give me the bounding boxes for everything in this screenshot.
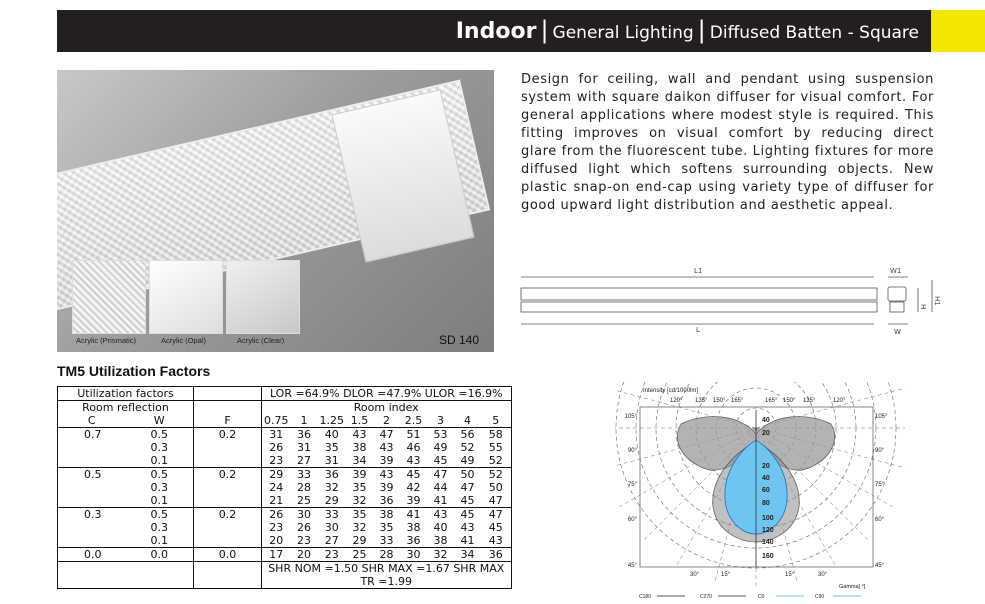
utilization-label: Utilization factors: [58, 387, 194, 401]
uf-value: 38: [352, 441, 367, 454]
uf-value: 53: [433, 428, 448, 441]
title-divider: |: [540, 16, 549, 44]
uf-value: 55: [488, 441, 503, 454]
uf-value: 35: [379, 521, 394, 534]
uf-value: 47: [460, 481, 475, 494]
uf-value: 30: [324, 521, 339, 534]
l-label: L: [696, 326, 700, 334]
uf-value: 25: [291, 494, 318, 508]
uf-value: 45: [460, 508, 475, 521]
uf-value: 41: [427, 494, 454, 508]
table-row: [58, 481, 512, 494]
room-index-value: 0.75: [262, 414, 291, 428]
batten-side-bottom: [521, 302, 877, 312]
uf-value: 26: [297, 521, 311, 534]
floor-reflectance: 0.2: [194, 428, 262, 442]
uf-value: 23: [318, 548, 347, 562]
uf-value: 36: [373, 494, 400, 508]
empty-cell: [194, 401, 262, 415]
uf-value: 49: [454, 454, 481, 468]
product-description: Design for ceiling, wall and pendant using suspension system with square daikon diffuser for visual comfort. For general applications where modest style is required. This fitting improves on visual comfort by reducing direct glare from the fluorescent tube. Lighting fixtures for more diffused light which softens surrounding objects. New plastic snap-on end-cap using variety type of diffuser for good upward light distribution and aesthetic appeal.: [521, 72, 934, 213]
room-index-value: 4: [454, 414, 481, 428]
room-index-label: Room index: [262, 401, 512, 415]
uf-value: 33: [373, 534, 400, 548]
angle-label: 120°: [833, 398, 846, 404]
uf-value: 38: [379, 508, 394, 521]
uf-value: 50: [460, 468, 475, 481]
opal-swatch: [149, 260, 223, 334]
uf-value: 27: [318, 534, 347, 548]
uf-value: 39: [373, 454, 400, 468]
product-line-title: Diffused Batten - Square: [709, 23, 919, 43]
clear-swatch: [226, 260, 300, 334]
room-index-value: 1.25: [319, 414, 344, 427]
lor-text: LOR =64.9% DLOR =47.9% ULOR =16.9%: [262, 387, 512, 401]
header-accent-block: [931, 10, 985, 52]
room-index-value: 1: [291, 414, 318, 428]
floor-reflectance: [194, 454, 262, 468]
uf-value: 39: [352, 468, 367, 481]
category-title: Indoor: [455, 19, 537, 44]
uf-value: 58: [488, 428, 503, 441]
wall-reflectance: 0.0: [126, 548, 194, 562]
wall-reflectance: 0.1: [126, 494, 194, 508]
ceiling-reflectance: 0.0: [58, 548, 126, 562]
uf-value: 47: [379, 428, 394, 441]
angle-label: 75°: [627, 482, 637, 488]
uf-value: 41: [406, 508, 421, 521]
uf-value: 52: [481, 454, 511, 468]
product-photo: [57, 70, 494, 352]
ceiling-reflectance: [58, 481, 126, 494]
uf-value: 20: [262, 534, 291, 548]
batten-side-top: [521, 288, 877, 300]
uf-value: 40: [324, 428, 339, 441]
uf-value: 47: [488, 508, 503, 521]
room-index-value: 1.5: [346, 414, 373, 428]
floor-reflectance: [194, 521, 262, 534]
ring-value-label: 140: [762, 539, 774, 546]
ceiling-reflectance: 0.5: [84, 468, 102, 481]
uf-value: 40: [433, 521, 448, 534]
table-row: [58, 468, 512, 482]
table-header-row: [58, 401, 512, 415]
room-index-value: 2.5: [400, 414, 427, 428]
batten-end-bottom: [890, 302, 904, 312]
legend-label: C0: [758, 594, 765, 600]
uf-value: 50: [488, 481, 503, 494]
uf-value: 43: [433, 508, 448, 521]
angle-label: 60°: [875, 517, 885, 523]
uf-value: 24: [262, 481, 291, 494]
uf-value: 33: [324, 508, 339, 521]
ring-value-label: 20: [762, 463, 770, 470]
ring-value-label: 60: [762, 487, 770, 494]
uf-value: 43: [379, 441, 394, 454]
uf-value: 45: [454, 494, 481, 508]
uf-value: 32: [352, 521, 367, 534]
table-row: [58, 548, 512, 562]
wall-reflectance: 0.3: [150, 441, 168, 454]
ceiling-reflectance: [58, 521, 126, 534]
table-row: [58, 508, 512, 522]
wall-reflectance: 0.5: [150, 428, 168, 441]
light-distribution-diagram: [615, 382, 905, 602]
uf-value: 39: [379, 481, 394, 494]
wall-reflectance: 0.1: [126, 534, 194, 548]
floor-reflectance: 0.2: [194, 508, 262, 522]
uf-value: 28: [373, 548, 400, 562]
floor-reflectance: [194, 441, 262, 454]
ring-value-label: 40: [762, 417, 770, 424]
uf-value: 35: [352, 508, 367, 521]
empty-cell: [194, 387, 262, 401]
room-index-value: 5: [481, 414, 511, 428]
tr-row: [58, 575, 512, 589]
tr-text: TR =1.99: [262, 575, 512, 589]
uf-value: 43: [460, 521, 475, 534]
ceiling-reflectance: [58, 454, 126, 468]
ring-value-label: 80: [762, 500, 770, 507]
wall-reflectance: 0.3: [150, 481, 168, 494]
uf-value: 36: [400, 534, 427, 548]
ceiling-reflectance: 0.7: [84, 428, 102, 441]
empty-cell: [194, 562, 262, 576]
uf-value: 23: [262, 454, 291, 468]
uf-value: 36: [481, 548, 511, 562]
uf-value: 26: [262, 441, 291, 454]
wall-reflectance: 0.5: [150, 468, 168, 481]
uf-value: 30: [297, 508, 311, 521]
uf-value: 45: [427, 454, 454, 468]
uf-value: 35: [352, 481, 367, 494]
room-index-value: 3: [427, 414, 454, 428]
angle-label: 150°: [783, 398, 796, 404]
uf-value: 32: [324, 481, 339, 494]
uf-value: 45: [406, 468, 421, 481]
table-row: [58, 494, 512, 508]
dimension-drawing: [518, 262, 948, 342]
angle-label: 75°: [875, 482, 885, 488]
uf-value: 21: [262, 494, 291, 508]
uf-value: 51: [406, 428, 421, 441]
table-header-row: [58, 414, 512, 428]
table-row: [58, 428, 512, 442]
wall-reflectance: 0.1: [126, 454, 194, 468]
uf-value: 38: [406, 521, 421, 534]
angle-label: 120°: [670, 398, 683, 404]
uf-value: 17: [262, 548, 291, 562]
ring-value-label: 20: [762, 430, 770, 437]
uf-value: 23: [291, 534, 318, 548]
uf-value: 44: [433, 481, 448, 494]
angle-label: 165°: [731, 398, 744, 404]
h-label: H: [919, 304, 927, 310]
floor-reflectance: [194, 481, 262, 494]
uf-value: 25: [346, 548, 373, 562]
uf-value: 23: [262, 521, 291, 534]
angle-label: 90°: [875, 448, 885, 454]
uf-value: 42: [406, 481, 421, 494]
uf-value: 43: [379, 468, 394, 481]
legend-label: C270: [700, 594, 712, 600]
ceiling-reflectance: [58, 441, 126, 454]
gamma-label: Gamma[ °]: [839, 584, 866, 590]
tm5-title: TM5 Utilization Factors: [57, 363, 211, 379]
uf-value: 34: [454, 548, 481, 562]
uf-value: 31: [297, 441, 311, 454]
utilization-table: [57, 386, 512, 589]
legend-label: C90: [815, 594, 825, 600]
title-divider: |: [697, 16, 706, 44]
uf-value: 31: [262, 428, 291, 442]
angle-label: 15°: [721, 572, 731, 578]
ring-value-label: 160: [762, 553, 774, 560]
uf-value: 49: [433, 441, 448, 454]
angle-label: 165°: [765, 398, 778, 404]
angle-label: 135°: [803, 398, 816, 404]
batten-end-top: [888, 287, 906, 301]
uf-value: 36: [297, 428, 311, 441]
wall-reflectance: 0.3: [150, 521, 168, 534]
angle-label: 105°: [624, 414, 637, 420]
uf-value: 52: [488, 468, 503, 481]
angle-label: 30°: [690, 572, 700, 578]
uf-value: 43: [400, 454, 427, 468]
ceiling-reflectance: 0.3: [84, 508, 102, 521]
uf-value: 45: [488, 521, 503, 534]
uf-value: 29: [346, 534, 373, 548]
floor-reflectance: 0.2: [194, 468, 262, 482]
shr-row: [58, 562, 512, 576]
intensity-label: Intensity [cd/1000lm]: [643, 388, 699, 394]
uf-value: 35: [324, 441, 339, 454]
column-header: F: [194, 414, 262, 428]
angle-label: 105°: [875, 414, 888, 420]
header-title: [456, 16, 919, 44]
uf-value: 46: [406, 441, 421, 454]
swatch-label-clear: Acrylic (Clear): [237, 336, 285, 345]
floor-reflectance: [194, 534, 262, 548]
uf-value: 32: [427, 548, 454, 562]
ceiling-reflectance: [58, 494, 126, 508]
header-bar: [57, 10, 931, 52]
uf-value: 43: [352, 428, 367, 441]
floor-reflectance: 0.0: [194, 548, 262, 562]
uf-value: 52: [460, 441, 475, 454]
uf-value: 28: [297, 481, 311, 494]
column-header: W: [126, 414, 194, 428]
uf-value: 30: [400, 548, 427, 562]
column-header: C: [58, 414, 126, 428]
swatch-label-prismatic: Acrylic (Prismatic): [76, 336, 136, 345]
table-row: [58, 441, 512, 454]
ceiling-reflectance: [58, 534, 126, 548]
ring-value-label: 40: [762, 475, 770, 482]
w-label: W: [894, 328, 901, 336]
angle-label: 90°: [627, 448, 637, 454]
uf-value: 39: [400, 494, 427, 508]
prismatic-swatch: [72, 260, 146, 334]
uf-value: 47: [433, 468, 448, 481]
uf-value: 27: [291, 454, 318, 468]
model-number: SD 140: [439, 333, 480, 347]
angle-label: 45°: [627, 563, 637, 569]
uf-value: 56: [460, 428, 475, 441]
angle-label: 60°: [627, 517, 637, 523]
uf-value: 38: [427, 534, 454, 548]
empty-cell: [194, 575, 262, 589]
uf-value: 29: [262, 468, 291, 482]
uf-value: 47: [481, 494, 511, 508]
angle-label: 45°: [875, 563, 885, 569]
w1-label: W1: [890, 267, 902, 275]
h1-label: H1: [933, 296, 941, 306]
legend-label: C180: [639, 594, 651, 600]
table-row: [58, 534, 512, 548]
shr-text: SHR NOM =1.50 SHR MAX =1.67 SHR MAX: [262, 562, 512, 576]
table-row: [58, 454, 512, 468]
uf-value: 26: [262, 508, 291, 522]
uf-value: 29: [318, 494, 347, 508]
swatch-label-opal: Acrylic (Opal): [161, 336, 207, 345]
floor-reflectance: [194, 494, 262, 508]
uf-value: 41: [454, 534, 481, 548]
ring-value-label: 120: [762, 527, 774, 534]
ring-value-label: 100: [762, 515, 774, 522]
room-reflection-label: Room reflection: [82, 401, 169, 414]
uf-value: 32: [346, 494, 373, 508]
angle-label: 15°: [785, 572, 795, 578]
l1-label: L1: [694, 267, 703, 275]
angle-label: 30°: [818, 572, 828, 578]
wall-reflectance: 0.5: [150, 508, 168, 521]
empty-cell: [58, 575, 194, 589]
room-index-value: 2: [373, 414, 400, 428]
uf-value: 20: [291, 548, 318, 562]
uf-value: 33: [297, 468, 311, 481]
uf-value: 43: [481, 534, 511, 548]
uf-value: 34: [346, 454, 373, 468]
table-row: [58, 521, 512, 534]
angle-label: 135°: [695, 398, 708, 404]
uf-value: 36: [324, 468, 339, 481]
subcategory-title: General Lighting: [552, 23, 694, 43]
angle-label: 150°: [713, 398, 726, 404]
uf-value: 31: [318, 454, 347, 468]
empty-cell: [58, 562, 194, 576]
table-header-row: [58, 387, 512, 401]
